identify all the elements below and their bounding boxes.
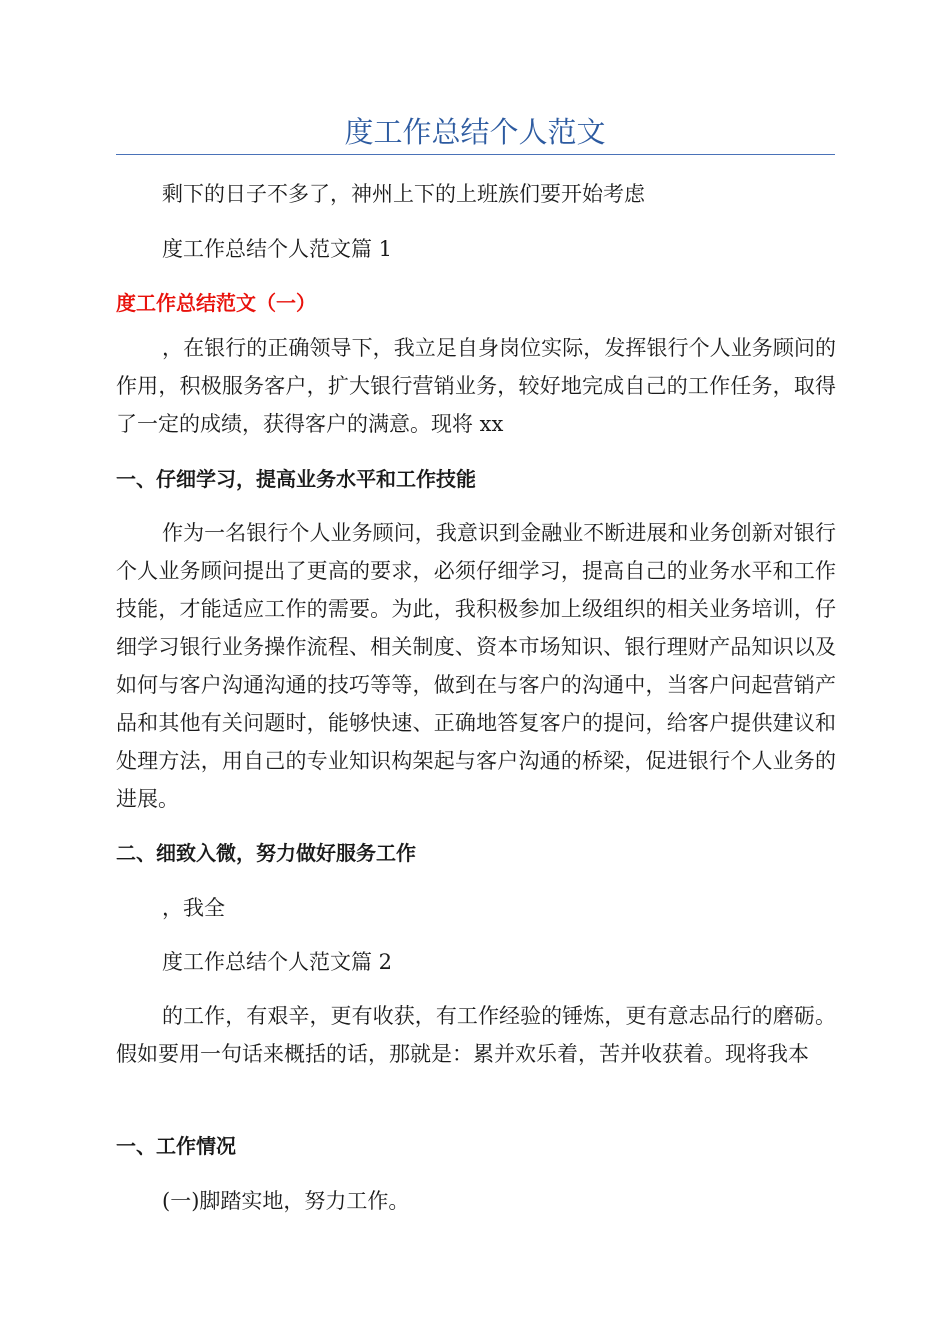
red-section-heading: 度工作总结范文（一） — [116, 291, 316, 315]
section-heading-1: 一、仔细学习，提高业务水平和工作技能 — [116, 467, 476, 491]
part-1-label: 度工作总结个人范文篇 1 — [162, 237, 393, 261]
title-underline — [116, 154, 835, 155]
intro-paragraph: 剩下的日子不多了，神州上下的上班族们要开始考虑 — [162, 182, 645, 206]
body-paragraph-2: 作为一名银行个人业务顾问，我意识到金融业不断进展和业务创新对银行个人业务顾问提出了更高的要求，必须仔细学习，提高自己的业务水平和工作技能，才能适应工作的需要。为此，我积极参加上级组织的相关业务培训，仔细学习银行业务操作流程、相关制度、资本市场知识、银行理财产品知识以及如何与客户沟通沟通的技巧等等，做到在与客户的沟通中，当客户问起营销产品和其他有关问题时，能够快速、正确地答复客户的提问，给客户提供建议和处理方法，用自己的专业知识构架起与客户沟通的桥梁，促进银行个人业务的进展。 — [116, 521, 836, 811]
body-paragraph-3: ，我全 — [162, 896, 225, 920]
body-paragraph-4: 的工作，有艰辛，更有收获，有工作经验的锤炼，更有意志品行的磨砺。假如要用一句话来概括的话，那就是：累并欢乐着，苦并收获着。现将我本 — [116, 1004, 836, 1066]
body-paragraph-5: (一)脚踏实地，努力工作。 — [162, 1189, 410, 1213]
part-2-label: 度工作总结个人范文篇 2 — [162, 950, 393, 974]
section-heading-3: 一、工作情况 — [116, 1134, 236, 1158]
document-title: 度工作总结个人范文 — [344, 115, 606, 149]
section-heading-2: 二、细致入微，努力做好服务工作 — [116, 841, 416, 865]
body-paragraph-1: ，在银行的正确领导下，我立足自身岗位实际，发挥银行个人业务顾问的作用，积极服务客户，扩大银行营销业务，较好地完成自己的工作任务，取得了一定的成绩，获得客户的满意。现将 xx — [116, 336, 836, 436]
